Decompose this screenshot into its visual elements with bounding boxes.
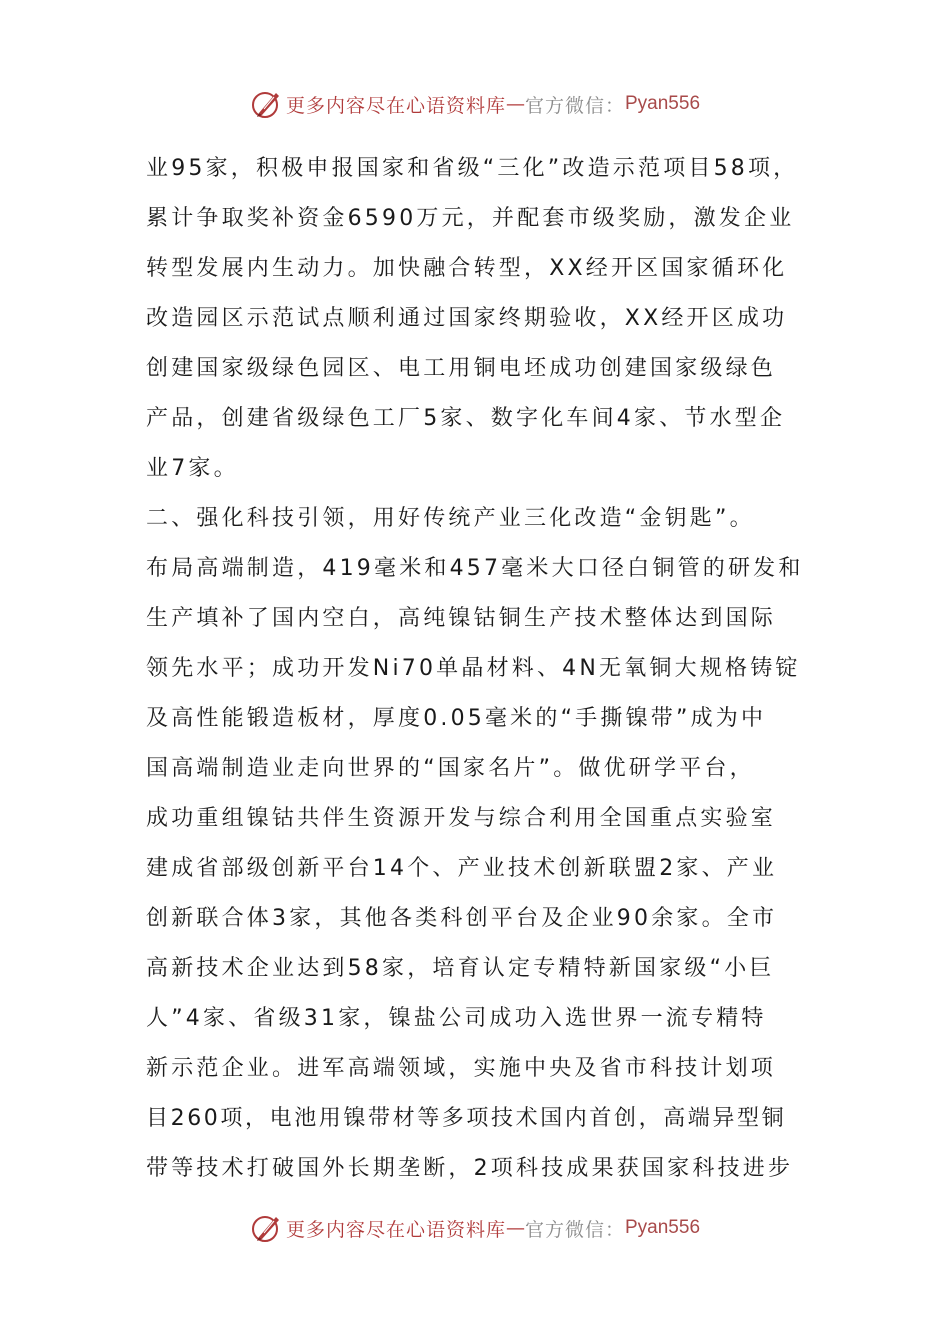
watermark-main-text: 更多内容尽在心语资料库 [285, 94, 506, 117]
text-line: 转型发展内生动力。加快融合转型，XX经开区国家循环化 [146, 256, 788, 281]
document-body [146, 144, 816, 1194]
watermark-sub-text: 官方微信： [524, 94, 625, 117]
quill-logo-icon [250, 87, 284, 121]
text-line: 生产填补了国内空白，高纯镍钴铜生产技术整体达到国际 [146, 606, 777, 631]
text-line: 高新技术企业达到58家，培育认定专精特新国家级“小巨 [146, 956, 775, 981]
text-line: 新示范企业。进军高端领域，实施中央及省市科技计划项 [146, 1056, 777, 1081]
text-line: 成功重组镍钴共伴生资源开发与综合利用全国重点实验室 [146, 806, 777, 831]
footer-watermark [0, 1206, 950, 1250]
text-line: 业95家，积极申报国家和省级“三化”改造示范项目58项， [146, 156, 799, 181]
text-line: 及高性能锻造板材，厚度0.05毫米的“手撕镍带”成为中 [146, 706, 767, 731]
text-line: 改造园区示范试点顺利通过国家终期验收，XX经开区成功 [146, 306, 788, 331]
text-line: 产品，创建省级绿色工厂5家、数字化车间4家、节水型企 [146, 406, 786, 431]
watermark-sub-text: 官方微信： [524, 1218, 625, 1241]
text-line: 领先水平；成功开发Ni70单晶材料、4N无氧铜大规格铸锭 [146, 656, 801, 681]
quill-logo-icon [250, 1211, 284, 1245]
text-line: 人”4家、省级31家，镍盐公司成功入选世界一流专精特 [146, 1006, 767, 1031]
watermark-dash: — [505, 1217, 525, 1239]
text-line: 国高端制造业走向世界的“国家名片”。做优研学平台， [146, 756, 755, 781]
section-heading: 二、强化科技引领，用好传统产业三化改造“金钥匙”。 [146, 506, 755, 531]
text-line: 建成省部级创新平台14个、产业技术创新联盟2家、产业 [146, 856, 778, 881]
text-line: 创建国家级绿色园区、电工用铜电坯成功创建国家级绿色 [146, 356, 777, 381]
watermark-wechat-id: Pyan556 [625, 93, 701, 114]
watermark-wechat-id: Pyan556 [625, 1217, 701, 1238]
text-line: 布局高端制造，419毫米和457毫米大口径白铜管的研发和 [146, 556, 804, 581]
text-line: 累计争取奖补资金6590万元，并配套市级奖励，激发企业 [146, 206, 795, 231]
text-line: 创新联合体3家，其他各类科创平台及企业90余家。全市 [146, 906, 778, 931]
text-line: 带等技术打破国外长期垄断，2项科技成果获国家科技进步 [146, 1156, 794, 1181]
text-line: 业7家。 [146, 456, 239, 481]
watermark-main-text: 更多内容尽在心语资料库 [285, 1218, 506, 1241]
text-line: 目260项，电池用镍带材等多项技术国内首创，高端异型铜 [146, 1106, 787, 1131]
header-watermark [0, 82, 950, 126]
watermark-dash: — [505, 93, 525, 115]
